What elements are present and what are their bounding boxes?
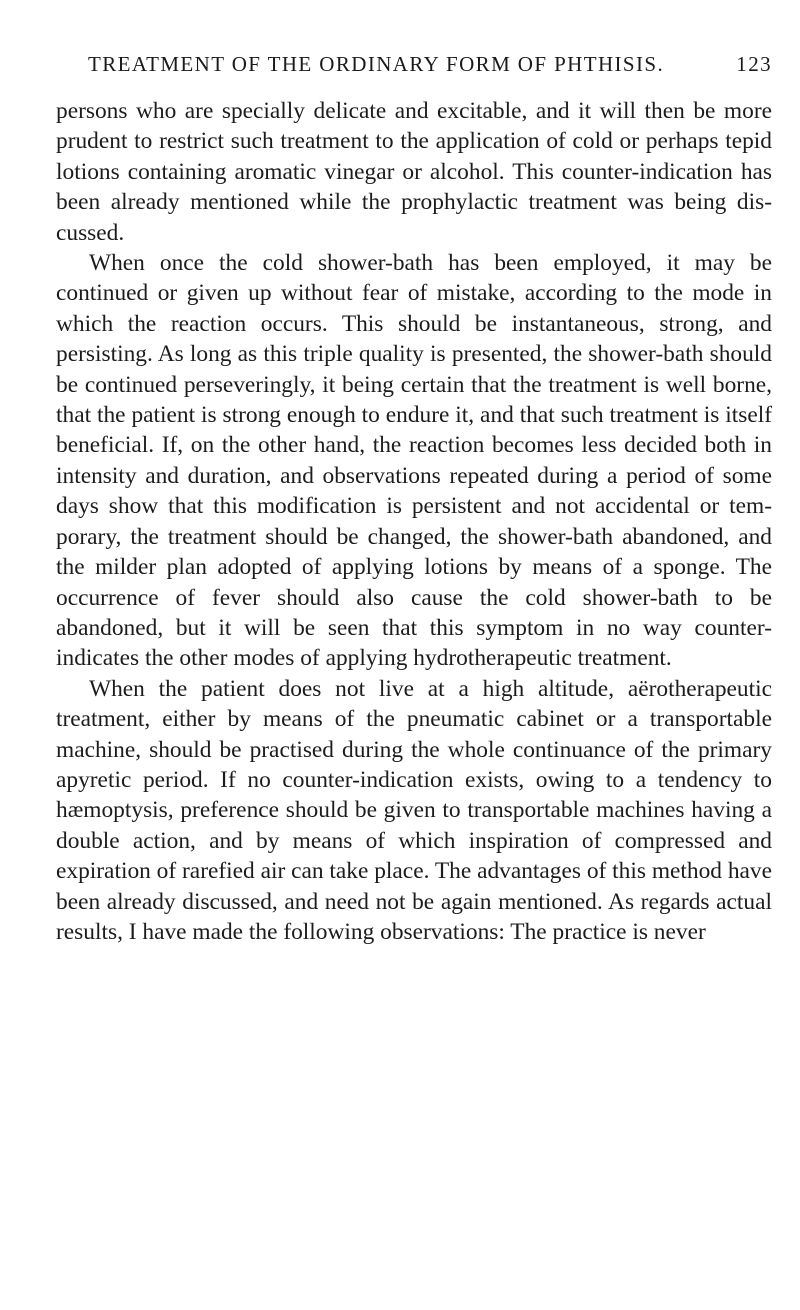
paragraph-1: persons who are specially delicate and excitable, and it will then be more prudent to restrict such treatment to the application of cold or perhaps tepid lotions containing aromatic vinegar or alcohol. This counter-indication has been already mentioned while the prophylactic treatment was being discussed. bbox=[56, 98, 772, 246]
body-text bbox=[56, 96, 772, 947]
paragraph-3: When the patient does not live at a high altitude, aërotherapeutic treatment, either by means of the pneumatic cabinet or a transportable machine, should be practised during the whole continuance of the primary apyretic period. If no counter-indication exists, owing to a tendency to hæmoptysis, preference should be given to transportable machines having a double action, and by means of which inspiration of compressed and expiration of rarefied air can take place. The advantages of this method have been already discussed, and need not be again mentioned. As regards actual results, I have made the following observations: The practice is never bbox=[56, 675, 772, 945]
page-number: 123 bbox=[736, 52, 772, 76]
paragraph-2: When once the cold shower-bath has been employed, it may be continued or given up without fear of mistake, according to the mode in which the reaction occurs. This should be instantaneous, strong, and persisting. As long as this triple quality is presented, the shower-bath should be continued perseveringly, it being certain that the treatment is well borne, that the patient is strong enough to endure it, and that such treatment is itself beneficial. If, on the other hand, the reaction becomes less decided both in intensity and duration, and observations repeated during a period of some days show that this modification is persistent and not accidental or temporary, the treatment should be changed, the shower-bath abandoned, and the milder plan adopted of applying lotions by means of a sponge. The occurrence of fever should also cause the cold shower-bath to be abandoned, but it will be seen that this symptom in no way counter-indicates the other modes of applying hydrotherapeutic treatment. bbox=[56, 250, 772, 672]
running-head bbox=[88, 52, 772, 82]
running-title: TREATMENT OF THE ORDINARY FORM OF PHTHISIS. bbox=[88, 52, 665, 76]
